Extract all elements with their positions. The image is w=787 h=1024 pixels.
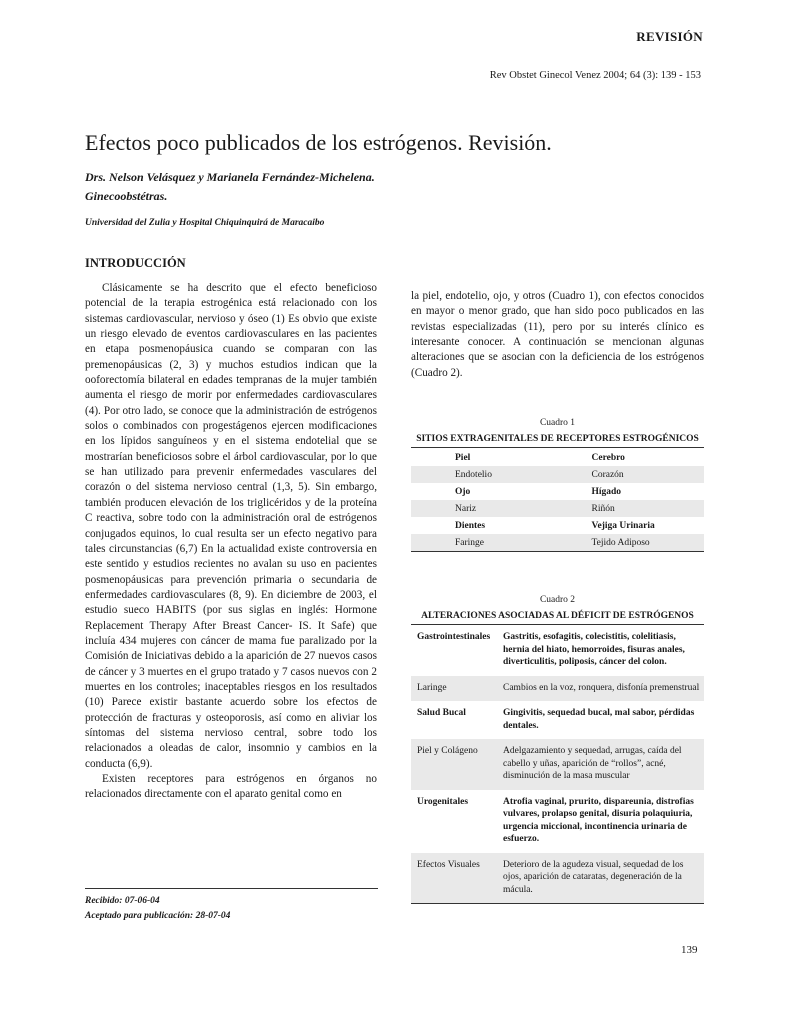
section-label: REVISIÓN bbox=[636, 29, 703, 44]
section-heading: INTRODUCCIÓN bbox=[85, 256, 186, 270]
table-cell: Adelgazamiento y sequedad, arrugas, caída del cabello y uñas, aparición de “rollos”, acné, disminución de la masa muscular bbox=[497, 739, 704, 790]
table-cell: Efectos Visuales bbox=[411, 853, 497, 904]
table-cell: Gastrointestinales bbox=[417, 632, 491, 642]
table2 bbox=[411, 625, 704, 904]
table-cell: Ojo bbox=[455, 486, 471, 497]
table-cell: Atrofia vaginal, prurito, dispareunia, distrofias vulvares, prolapso genital, disuria polaquiuria, urgencia miccional, incontinencia urinaria de esfuerzo. bbox=[503, 796, 694, 844]
table-row bbox=[411, 739, 704, 790]
table-row bbox=[411, 534, 704, 552]
table1-title: SITIOS EXTRAGENITALES DE RECEPTORES ESTROGÉNICOS bbox=[411, 432, 704, 448]
paragraph: Clásicamente se ha descrito que el efecto beneficioso potencial de la terapia estrogénica está relacionado con los sistemas cardiovascular, nervioso y óseo (1) Es obvio que existe un riesgo elevado de eventos cardiovasculares en las pacientes en etapa posmenopáusica cuando se comparan con las premenopáusicas (2, 3) y muchos estudios indican que la ooforectomía bilateral en edades tempranas de la mujer también aumenta el riesgo de morir por enfermedades cardiovasculares (4). Por otro lado, se conoce que la administración de estrógenos solos o combinados con progestágenos ejercen modificaciones en los lípidos sanguíneos y en el sistema endotelial que se mostrarían beneficiosos sobre el árbol cardiovascular, por lo que se han utilizado para prevenir enfermedades vasculares del corazón o del sistema nervioso central (1,3, 5). Sin embargo, también producen elevación de los triglicéridos y de la proteína C reactiva, sobre todo con la administración oral de estrógenos conjugados equinos, lo cual resulta ser un efecto negativo para tales circunstancias (6,7) En la actualidad existe controversia en este sentido y estudios recientes no avalan su uso en pacientes posmenopáusicas para prevención primaria o secundaria de enfermedades cardiovasculares (8, 9). En diciembre de 2003, el estudio sueco HABITS (por sus siglas en inglés: Hormone Replacement Therapy After Breast Cancer- IS. It Safe) que incluía 434 mujeres con cáncer de mama fue paralizado por la Comisión de Iniciativas debido a la aparición de 27 nuevos casos de cáncer y 3 muertes en el grupo tratado y 7 casos nuevos con 2 muertes en los controles; inaceptables riesgos en los resultados (10) Parece existir bastante acuerdo sobre los efectos de protección de fracturas y osteoporosis, así como en aliviar los síntomas del sistema nervioso central, sobre todo los relacionados a oleadas de calor, insomnio y cambios en la conducta (6,9). bbox=[85, 282, 377, 770]
affiliation: Universidad del Zulia y Hospital Chiquinquirá de Maracaibo bbox=[85, 218, 325, 228]
table2-title: ALTERACIONES ASOCIADAS AL DÉFICIT DE ESTRÓGENOS bbox=[411, 609, 704, 625]
right-column bbox=[411, 289, 704, 381]
table-cell: Cerebro bbox=[591, 452, 625, 463]
table-cell: Corazón bbox=[558, 466, 705, 483]
paragraph: la piel, endotelio, ojo, y otros (Cuadro 1), con efectos conocidos en mayor o menor grado, que han sido poco publicados en las revistas especializadas (11), pero por su interés clínico es interesante conocer. A continuación se mencionan algunas alteraciones que se asocian con la deficiencia de los estrógenos (Cuadro 2). bbox=[411, 290, 704, 379]
table2-caption: Cuadro 2 bbox=[539, 595, 576, 605]
table-cell: Riñón bbox=[558, 500, 705, 517]
table-row bbox=[411, 483, 704, 500]
table-row bbox=[411, 701, 704, 739]
table-row bbox=[411, 449, 704, 466]
table-cell: Tejido Adiposo bbox=[558, 534, 705, 552]
table-cell: Hígado bbox=[591, 486, 622, 497]
submission-notes bbox=[85, 894, 230, 924]
table1-caption: Cuadro 1 bbox=[539, 418, 576, 428]
journal-citation: Rev Obstet Ginecol Venez 2004; 64 (3): 139 - 153 bbox=[489, 70, 701, 81]
authors-names: Drs. Nelson Velásquez y Marianela Fernández-Michelena. bbox=[85, 170, 375, 184]
received-date: Recibido: 07-06-04 bbox=[85, 896, 160, 906]
table-row bbox=[411, 466, 704, 483]
table-cell: Nariz bbox=[411, 500, 558, 517]
table-row bbox=[411, 676, 704, 702]
paragraph: Existen receptores para estrógenos en órganos no relacionados directamente con el aparato genital como en bbox=[85, 773, 377, 801]
authors bbox=[85, 168, 375, 206]
table-cell: Gingivitis, sequedad bucal, mal sabor, pérdidas dentales. bbox=[503, 708, 695, 731]
table-cell: Dientes bbox=[455, 520, 486, 531]
table1 bbox=[411, 449, 704, 552]
table-row bbox=[411, 625, 704, 676]
article-title: Efectos poco publicados de los estrógenos. Revisión. bbox=[85, 130, 552, 155]
accepted-date: Aceptado para publicación: 28-07-04 bbox=[85, 911, 231, 921]
authors-specialty: Ginecoobstétras. bbox=[85, 189, 168, 203]
table-cell: Laringe bbox=[411, 676, 497, 702]
page-number: 139 bbox=[681, 944, 698, 956]
table-row bbox=[411, 790, 704, 853]
footnote-divider bbox=[85, 888, 378, 889]
table-cell: Faringe bbox=[411, 534, 558, 552]
left-column bbox=[85, 281, 377, 803]
table-cell: Salud Bucal bbox=[417, 708, 466, 718]
table-cell: Endotelio bbox=[411, 466, 558, 483]
table-cell: Gastritis, esofagitis, colecistitis, colelitiasis, hernia del hiato, hemorroides, fisuras anales, diverticulitis, poliposis, cáncer del colon. bbox=[503, 632, 685, 667]
table-row bbox=[411, 853, 704, 904]
table-cell: Cambios en la voz, ronquera, disfonía premenstrual bbox=[497, 676, 704, 702]
table-cell: Urogenitales bbox=[417, 796, 469, 807]
table-row bbox=[411, 500, 704, 517]
table-cell: Deterioro de la agudeza visual, sequedad de los ojos, aparición de cataratas, degeneración de la mácula. bbox=[497, 853, 704, 904]
table-row bbox=[411, 517, 704, 534]
table-cell: Vejiga Urinaria bbox=[591, 520, 655, 531]
table-cell: Piel y Colágeno bbox=[411, 739, 497, 790]
table-cell: Piel bbox=[455, 452, 471, 463]
